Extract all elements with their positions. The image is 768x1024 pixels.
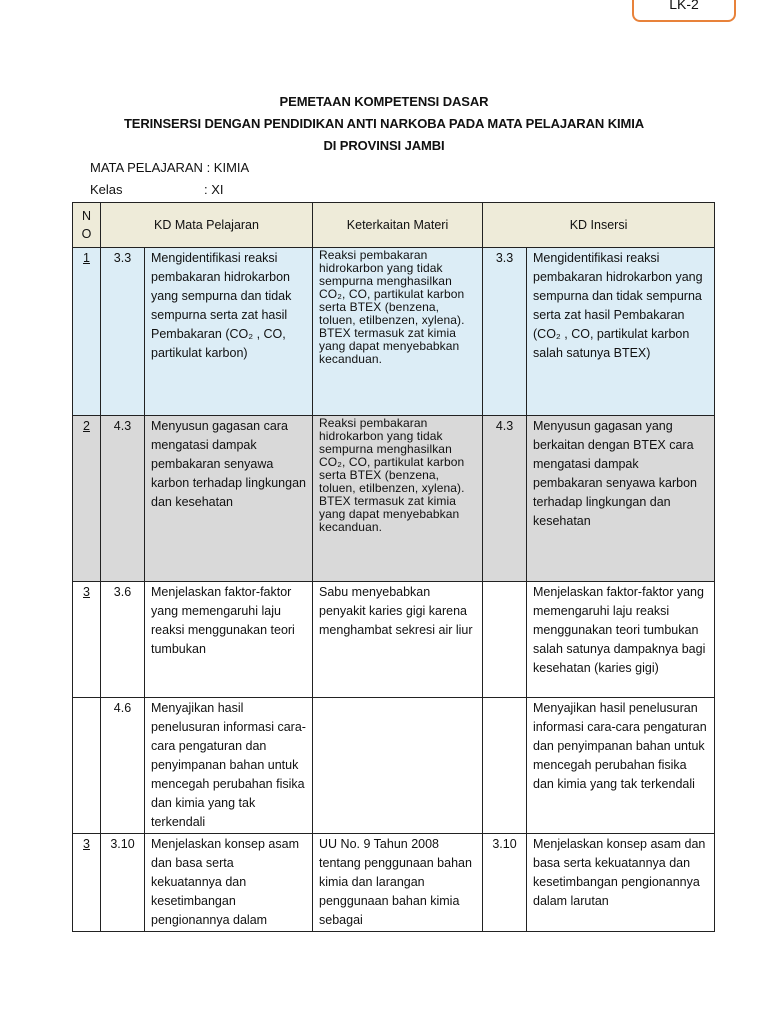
doc-title-line-2: TERINSERSI DENGAN PENDIDIKAN ANTI NARKOBA PADA MATA PELAJARAN KIMIA [123, 116, 645, 131]
table-row [73, 834, 715, 932]
insersi-text: Menjelaskan konsep asam dan basa serta kekuatannya dan kesetimbangan pengionannya dalam larutan [527, 834, 715, 932]
insersi-text: Mengidentifikasi reaksi pembakaran hidrokarbon yang sempurna dan tidak sempurna serta zat hasil Pembakaran (CO₂ , CO, partikulat karbon salah satunya BTEX) [527, 248, 715, 416]
row-number: 2 [73, 416, 101, 582]
row-number: 3 [73, 582, 101, 698]
kd-mapping-table [72, 202, 715, 932]
insersi-text: Menyusun gagasan yang berkaitan dengan BTEX cara mengatasi dampak pembakaran senyawa karbon terhadap lingkungan dan kesehatan [527, 416, 715, 582]
insersi-code [483, 698, 527, 834]
subject-line [90, 160, 249, 175]
insersi-code: 3.10 [483, 834, 527, 932]
kd-text: Menjelaskan faktor-faktor yang memengaruhi laju reaksi menggunakan teori tumbukan [145, 582, 313, 698]
kd-code: 4.3 [101, 416, 145, 582]
row-number: 3 [73, 834, 101, 932]
insersi-text: Menyajikan hasil penelusuran informasi cara-cara pengaturan dan penyimpanan bahan untuk mencegah perubahan fisika dan kimia yang tak terkendali [527, 698, 715, 834]
table-row [73, 248, 715, 416]
materi-text [313, 698, 483, 834]
kd-code: 3.10 [101, 834, 145, 932]
header-no: N O [73, 203, 101, 248]
materi-text: UU No. 9 Tahun 2008 tentang penggunaan bahan kimia dan larangan penggunaan bahan kimia sebagai [313, 834, 483, 932]
table-row [73, 582, 715, 698]
subject-value: : KIMIA [206, 160, 250, 175]
class-line [90, 182, 290, 197]
class-value: : XI [204, 182, 224, 197]
materi-text: Reaksi pembakaran hidrokarbon yang tidak sempurna menghasilkan CO₂, CO, partikulat karbon serta BTEX (benzena, toluen, etilbenzen, xylena). BTEX termasuk zat kimia yang dapat menyebabkan kecanduan. [313, 416, 483, 582]
kd-text: Mengidentifikasi reaksi pembakaran hidrokarbon yang sempurna dan tidak sempurna serta zat hasil Pembakaran (CO₂ , CO, partikulat karbon) [145, 248, 313, 416]
kd-text: Menyusun gagasan cara mengatasi dampak pembakaran senyawa karbon terhadap lingkungan dan kesehatan [145, 416, 313, 582]
insersi-code [483, 582, 527, 698]
header-kd-insersi: KD Insersi [483, 203, 715, 248]
lk-badge: LK-2 [632, 0, 736, 22]
row-number [73, 698, 101, 834]
row-number: 1 [73, 248, 101, 416]
table-row [73, 416, 715, 582]
doc-title-line-3: DI PROVINSI JAMBI [323, 138, 445, 153]
insersi-code: 4.3 [483, 416, 527, 582]
kd-code: 4.6 [101, 698, 145, 834]
subject-label: MATA PELAJARAN [90, 160, 203, 175]
class-label: Kelas [90, 182, 123, 197]
materi-text: Sabu menyebabkan penyakit karies gigi karena menghambat sekresi air liur [313, 582, 483, 698]
kd-text: Menjelaskan konsep asam dan basa serta kekuatannya dan kesetimbangan pengionannya dalam [145, 834, 313, 932]
kd-code: 3.6 [101, 582, 145, 698]
materi-text: Reaksi pembakaran hidrokarbon yang tidak sempurna menghasilkan CO₂, CO, partikulat karbon serta BTEX (benzena, toluen, etilbenzen, xylena). BTEX termasuk zat kimia yang dapat menyebabkan kecanduan. [313, 248, 483, 416]
kd-code: 3.3 [101, 248, 145, 416]
table-header-row [73, 203, 715, 248]
header-keterkaitan: Keterkaitan Materi [313, 203, 483, 248]
insersi-code: 3.3 [483, 248, 527, 416]
kd-text: Menyajikan hasil penelusuran informasi cara-cara pengaturan dan penyimpanan bahan untuk mencegah perubahan fisika dan kimia yang tak terkendali [145, 698, 313, 834]
header-kd-mapel: KD Mata Pelajaran [101, 203, 313, 248]
table-row [73, 698, 715, 834]
doc-title-line-1: PEMETAAN KOMPETENSI DASAR [279, 94, 489, 109]
insersi-text: Menjelaskan faktor-faktor yang memengaruhi laju reaksi menggunakan teori tumbukan salah satunya dampaknya bagi kesehatan (karies gigi) [527, 582, 715, 698]
